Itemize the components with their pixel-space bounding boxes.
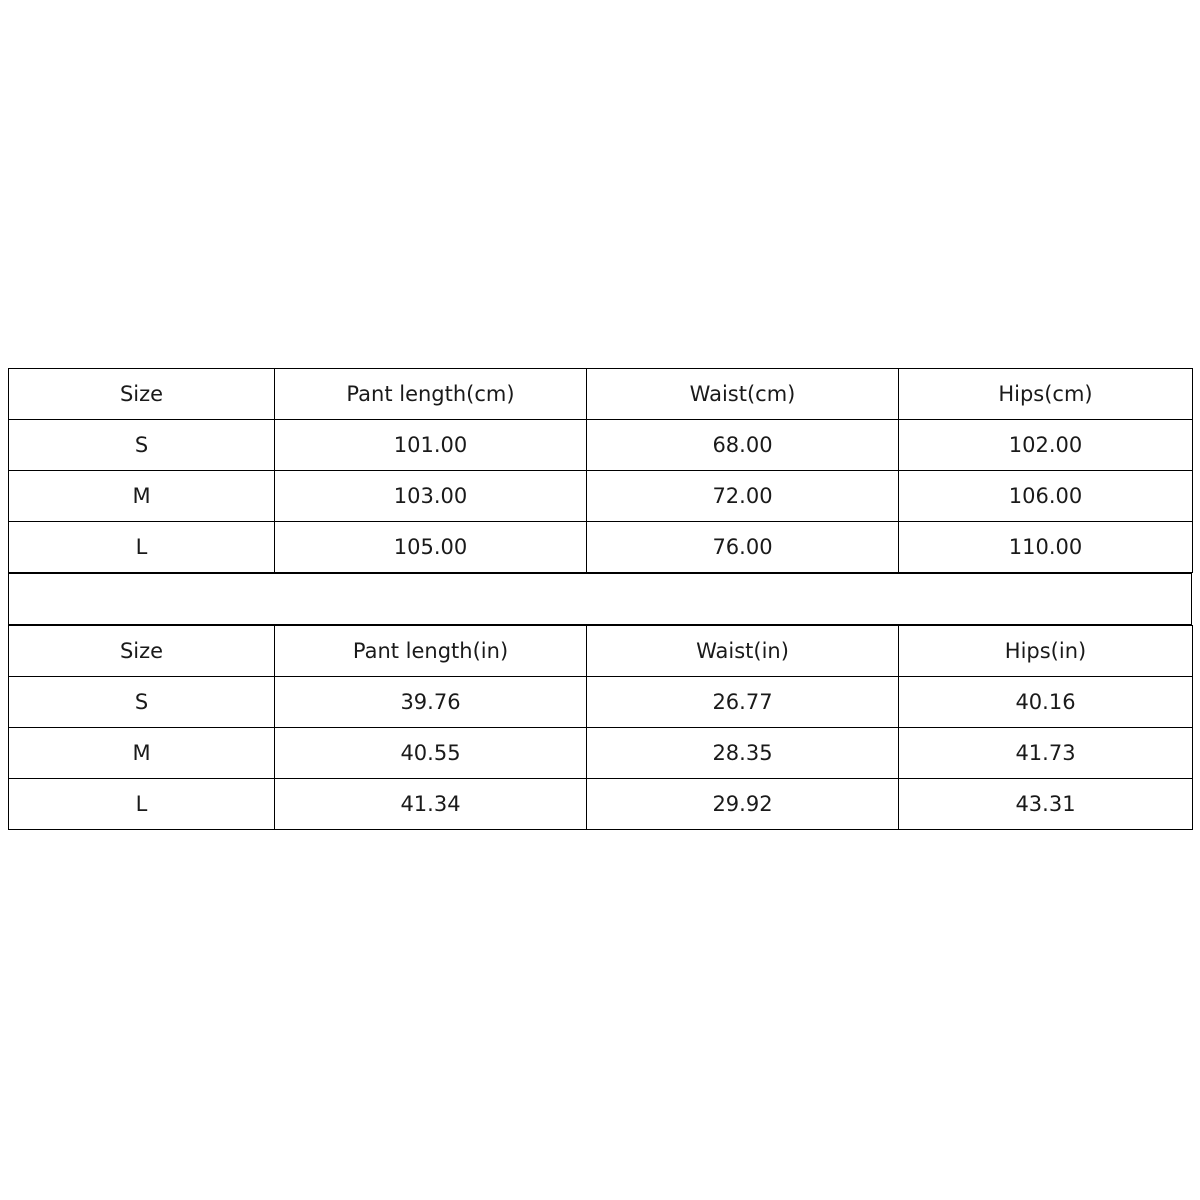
imperial-size-chart (8, 625, 1193, 830)
column-header-hips: Hips(cm) (899, 369, 1193, 420)
metric-size-chart (8, 368, 1193, 573)
column-header-size: Size (9, 369, 275, 420)
column-header-waist: Waist(in) (587, 626, 899, 677)
table-row (9, 471, 1193, 522)
column-header-size: Size (9, 626, 275, 677)
cell-waist: 29.92 (587, 779, 899, 830)
cell-hips: 106.00 (899, 471, 1193, 522)
column-header-pant-length: Pant length(in) (275, 626, 587, 677)
cell-size: M (9, 728, 275, 779)
cell-waist: 28.35 (587, 728, 899, 779)
cell-size: M (9, 471, 275, 522)
cell-hips: 41.73 (899, 728, 1193, 779)
table-separator-row (8, 573, 1192, 625)
column-header-waist: Waist(cm) (587, 369, 899, 420)
table-row (9, 677, 1193, 728)
cell-hips: 102.00 (899, 420, 1193, 471)
cell-pant-length: 40.55 (275, 728, 587, 779)
table-row (9, 779, 1193, 830)
cell-size: S (9, 677, 275, 728)
table-header-row (9, 626, 1193, 677)
cell-pant-length: 41.34 (275, 779, 587, 830)
table-row (9, 420, 1193, 471)
column-header-hips: Hips(in) (899, 626, 1193, 677)
cell-waist: 76.00 (587, 522, 899, 573)
table-row (9, 522, 1193, 573)
cell-pant-length: 105.00 (275, 522, 587, 573)
column-header-pant-length: Pant length(cm) (275, 369, 587, 420)
table-header-row (9, 369, 1193, 420)
table-row (9, 728, 1193, 779)
cell-pant-length: 39.76 (275, 677, 587, 728)
cell-waist: 68.00 (587, 420, 899, 471)
cell-hips: 40.16 (899, 677, 1193, 728)
cell-size: S (9, 420, 275, 471)
cell-pant-length: 103.00 (275, 471, 587, 522)
cell-hips: 43.31 (899, 779, 1193, 830)
cell-size: L (9, 522, 275, 573)
cell-waist: 72.00 (587, 471, 899, 522)
size-chart-sheet (8, 368, 1192, 830)
cell-waist: 26.77 (587, 677, 899, 728)
cell-size: L (9, 779, 275, 830)
cell-hips: 110.00 (899, 522, 1193, 573)
cell-pant-length: 101.00 (275, 420, 587, 471)
